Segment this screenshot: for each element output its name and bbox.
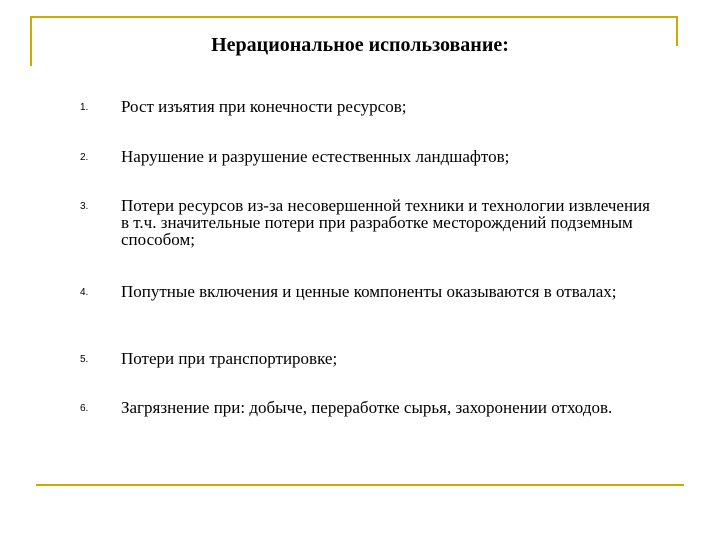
list-item-number: 2.	[80, 152, 89, 163]
list-item-text: Потери ресурсов из-за несовершенной техники и технологии извлечения в т.ч. значительные потери при разработке месторождений подземным способом;	[121, 196, 650, 249]
slide-title: Нерациональное использование:	[211, 34, 509, 56]
list-item-number: 5.	[80, 354, 89, 365]
list-item-text: Загрязнение при: добыче, переработке сырья, захоронении отходов.	[121, 398, 613, 417]
list-item-number: 3.	[80, 201, 89, 212]
list-item-number: 6.	[80, 403, 89, 414]
list-item-text: Нарушение и разрушение естественных ландшафтов;	[121, 147, 510, 166]
list-item-text: Рост изъятия при конечности ресурсов;	[121, 97, 407, 116]
list-item-number: 4.	[80, 287, 89, 298]
list-item-text: Попутные включения и ценные компоненты оказываются в отвалах;	[121, 282, 617, 301]
list-item-number: 1.	[80, 102, 89, 113]
list-item-text: Потери при транспортировке;	[121, 349, 338, 368]
